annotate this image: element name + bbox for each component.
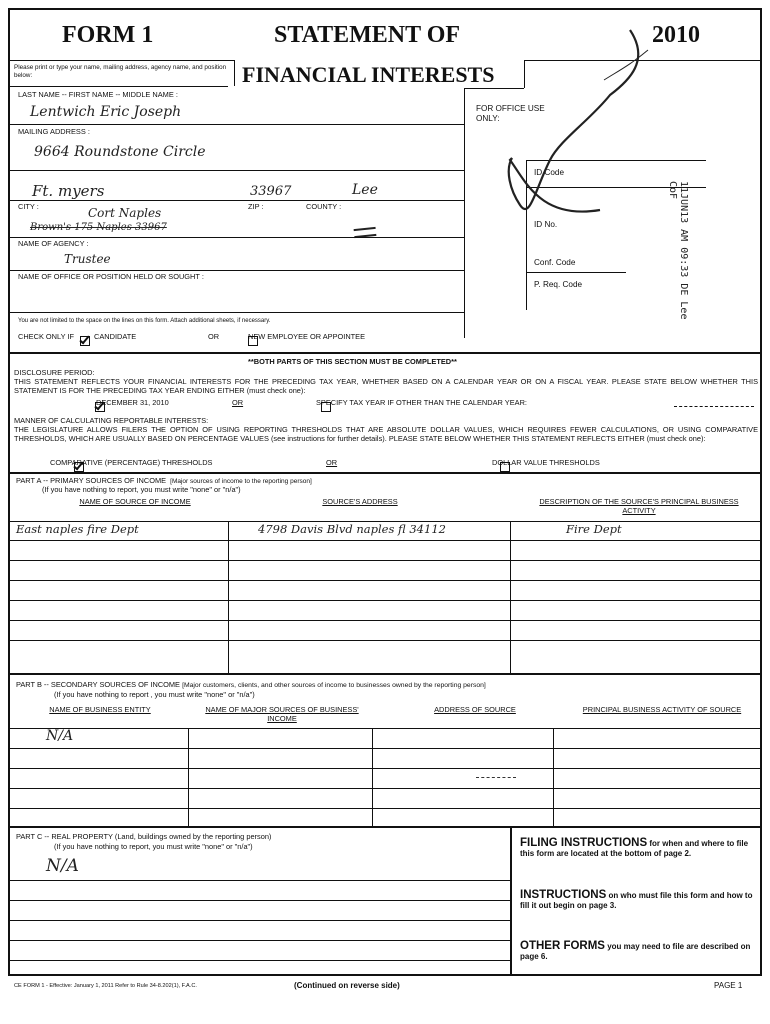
office-label: NAME OF OFFICE OR POSITION HELD OR SOUGHT : [18, 272, 204, 281]
part-b-col-address: ADDRESS OF SOURCE [434, 705, 516, 714]
other-forms-note: OTHER FORMS you may need to file are described on page 6. [520, 940, 751, 961]
continued-note: (Continued on reverse side) [294, 981, 400, 990]
manner-label: MANNER OF CALCULATING REPORTABLE INTERESTS: [14, 416, 209, 425]
part-a-row1-name[interactable]: East naples fire Dept [16, 522, 139, 536]
form-year: 2010 [652, 22, 700, 48]
county-label: COUNTY : [306, 202, 342, 211]
dec31-label: DECEMBER 31, 2010 [96, 398, 169, 407]
part-a-title: PART A -- PRIMARY SOURCES OF INCOME [Major sources of income to the reporting person] [16, 476, 312, 485]
part-a-col-description: DESCRIPTION OF THE SOURCE'S PRINCIPAL BUSINESS ACTIVITY [539, 497, 739, 515]
mailing-label: MAILING ADDRESS : [18, 127, 90, 136]
disclosure-period-text: THIS STATEMENT REFLECTS YOUR FINANCIAL INTERESTS FOR THE PRECEDING TAX YEAR, WHETHER BASED ON A CALENDAR YEAR OR ON A FISCAL YEAR. PLEASE STATE BELOW WHETHER THIS STATEMENT IS FOR THE PRECEDING TAX YEAR ENDING EITHER (must check one): [14, 377, 758, 395]
filing-instructions: FILING INSTRUCTIONS for when and where to file this form are located at the bottom of page 2. [520, 837, 749, 858]
p-req-code-label: P. Req. Code [534, 280, 583, 289]
footer-form-ref: CE FORM 1 - Effective: January 1, 2011 Refer to Rule 34-8.202(1), F.A.C. [14, 983, 197, 989]
id-no-label: ID No. [534, 220, 558, 229]
part-c-sub: (If you have nothing to report, you must write "none" or "n/a") [54, 842, 253, 851]
received-stamp: 11JUN13 AM 09:33 DE Lee CoF [667, 181, 689, 320]
agency-value[interactable]: Trustee [64, 252, 111, 266]
part-b-col-sources: NAME OF MAJOR SOURCES OF BUSINESS' INCOME [205, 705, 359, 723]
specify-year-label: SPECIFY TAX YEAR IF OTHER THAN THE CALENDAR YEAR: [316, 398, 527, 407]
city-label: CITY : [18, 202, 39, 211]
must-complete-note: **BOTH PARTS OF THIS SECTION MUST BE COMPLETED** [248, 357, 457, 366]
city-value[interactable]: Ft. myers [32, 182, 105, 200]
part-a-sub: (If you have nothing to report, you must write "none" or "n/a") [42, 485, 241, 494]
zip-value[interactable]: 33967 [250, 184, 292, 199]
threshold-or-label: OR [326, 458, 338, 467]
form-number: FORM 1 [62, 22, 154, 48]
conf-code-label: Conf. Code [534, 258, 576, 267]
part-b-row1-name[interactable]: N/A [46, 728, 74, 744]
comparative-label: COMPARATIVE (PERCENTAGE) THRESHOLDS [50, 458, 213, 467]
new-employee-label: NEW EMPLOYEE OR APPOINTEE [248, 332, 366, 341]
part-b-sub: (If you have nothing to report , you must write "none" or "n/a") [54, 690, 255, 699]
mailing-value[interactable]: 9664 Roundstone Circle [34, 144, 206, 160]
agency-label: NAME OF AGENCY : [18, 239, 89, 248]
county-value[interactable]: Lee [352, 182, 378, 198]
title-line-1: STATEMENT OF [274, 22, 461, 48]
candidate-checkbox[interactable] [80, 336, 90, 346]
who-must-file-instructions: INSTRUCTIONS on who must file this form and how to fill it out begin on page 3. [520, 889, 753, 910]
title-line-2: FINANCIAL INTERESTS [242, 62, 495, 87]
dollar-label: DOLLAR VALUE THRESHOLDS [492, 458, 600, 467]
city-correction: Cort Naples [88, 206, 162, 220]
or-label: OR [208, 332, 220, 341]
zip-label: ZIP : [248, 202, 264, 211]
part-b-title: PART B -- SECONDARY SOURCES OF INCOME [Major customers, clients, and other sources of income to businesses owned by the reporting person] [16, 680, 486, 689]
part-b-col-activity: PRINCIPAL BUSINESS ACTIVITY OF SOURCE [582, 705, 742, 714]
page-number: PAGE 1 [714, 981, 743, 990]
pen-mark [476, 777, 516, 778]
office-use-label: FOR OFFICE USE ONLY: [476, 104, 545, 123]
signature-scribble [480, 20, 680, 240]
id-code-label: ID Code [534, 168, 565, 177]
candidate-label: CANDIDATE [94, 332, 137, 341]
print-instruction: Please print or type your name, mailing address, agency name, and position below: [14, 64, 227, 79]
manner-text: THE LEGISLATURE ALLOWS FILERS THE OPTION OF USING REPORTING THRESHOLDS THAT ARE ABSOLUTE DOLLAR VALUES, WHICH REQUIRES FEWER CALCULATIONS, OR USING COMPARATIVE THRESHOLDS, WHICH ARE USUALLY BASED ON PERCENTAGE VALUES (see instructions for further details). PLEASE STATE BELOW WHETHER THIS STATEMENT REFLECTS EITHER (must check one): [14, 425, 758, 443]
part-c-value[interactable]: N/A [46, 856, 79, 876]
address-correction: Brown's 175 Naples 33967 [30, 222, 167, 233]
attach-note: You are not limited to the space on the lines on this form. Attach additional sheets, if necessary. [18, 318, 271, 324]
part-b-col-entity: NAME OF BUSINESS ENTITY [49, 705, 151, 714]
part-a-col-source: NAME OF SOURCE OF INCOME [79, 497, 191, 506]
part-a-col-address: SOURCE'S ADDRESS [322, 497, 398, 506]
check-only-if-label: CHECK ONLY IF [18, 332, 74, 341]
part-a-row1-description[interactable]: Fire Dept [566, 522, 622, 536]
part-c-title: PART C -- REAL PROPERTY (Land, buildings owned by the reporting person) [16, 832, 272, 841]
period-or-label: OR [232, 398, 244, 407]
specify-year-field[interactable] [674, 406, 754, 407]
part-a-row1-address[interactable]: 4798 Davis Blvd naples fl 34112 [258, 522, 446, 536]
name-label: LAST NAME -- FIRST NAME -- MIDDLE NAME : [18, 90, 178, 99]
name-value[interactable]: Lentwich Eric Joseph [30, 104, 182, 120]
disclosure-period-label: DISCLOSURE PERIOD: [14, 368, 95, 377]
